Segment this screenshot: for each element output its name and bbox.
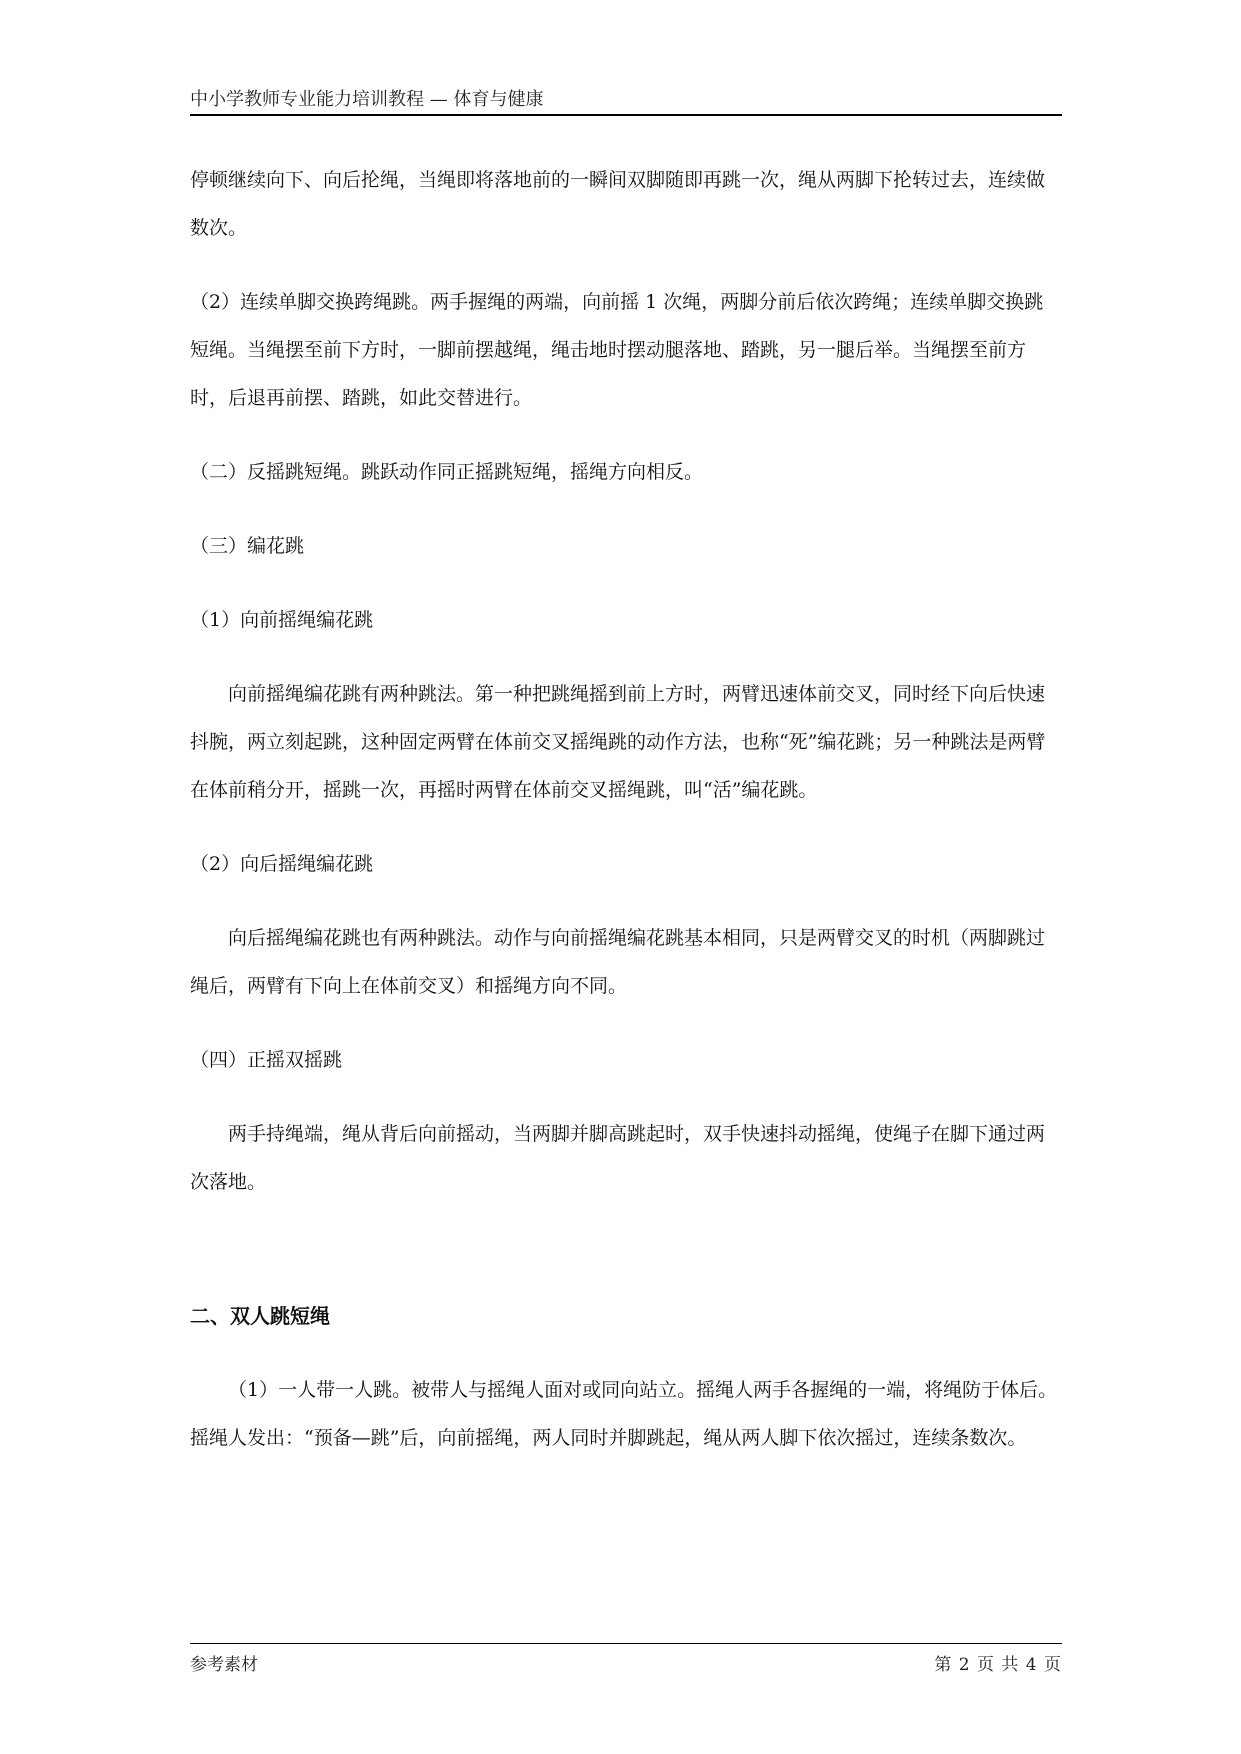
paragraph: 停顿继续向下、向后抡绳，当绳即将落地前的一瞬间双脚随即再跳一次，绳从两脚下抡转过去，连续做数次。: [190, 169, 1046, 239]
section-heading: （三）编花跳: [190, 535, 305, 557]
paragraph: （1）一人带一人跳。被带人与摇绳人面对或同向站立。摇绳人两手各握绳的一端，将绳防于体后。摇绳人发出：“预备—跳”后，向前摇绳，两人同时并脚跳起，绳从两人脚下依次摇过，连续条数次。: [190, 1379, 1058, 1449]
header-title: 中小学教师专业能力培训教程 — 体育与健康: [190, 89, 544, 110]
paragraph: （2）连续单脚交换跨绳跳。两手握绳的两端，向前摇 1 次绳，两脚分前后依次跨绳；连续单脚交换跳短绳。当绳摆至前下方时，一脚前摆越绳，绳击地时摆动腿落地、踏跳，另一腿后举。当绳摆至前方时，后退再前摆、踏跳，如此交替进行。: [190, 291, 1044, 409]
paragraph: （二）反摇跳短绳。跳跃动作同正摇跳短绳，摇绳方向相反。: [190, 461, 704, 483]
paragraph: 两手持绳端，绳从背后向前摇动，当两脚并脚高跳起时，双手快速抖动摇绳，使绳子在脚下通过两次落地。: [190, 1123, 1046, 1193]
paragraph: 向前摇绳编花跳有两种跳法。第一种把跳绳摇到前上方时，两臂迅速体前交叉，同时经下向后快速抖腕，两立刻起跳，这种固定两臂在体前交叉摇绳跳的动作方法，也称“死”编花跳；另一种跳法是两臂在体前稍分开，摇跳一次，再摇时两臂在体前交叉摇绳跳，叫“活”编花跳。: [190, 683, 1046, 801]
subsection-heading: （2）向后摇绳编花跳: [190, 853, 374, 875]
paragraph: 向后摇绳编花跳也有两种跳法。动作与向前摇绳编花跳基本相同，只是两臂交叉的时机（两脚跳过绳后，两臂有下向上在体前交叉）和摇绳方向不同。: [190, 927, 1046, 997]
subsection-heading: （1）向前摇绳编花跳: [190, 609, 374, 631]
section-heading: （四）正摇双摇跳: [190, 1049, 343, 1071]
page-body: [190, 156, 1062, 1488]
page-number: 第 2 页 共 4 页: [934, 1655, 1062, 1675]
footer-rule: [190, 1643, 1062, 1644]
footer-left: 参考素材: [190, 1655, 258, 1675]
chapter-heading: 二、双人跳短绳: [190, 1304, 330, 1328]
page-header: [190, 86, 1062, 116]
spacer: [190, 1232, 1062, 1292]
page-footer: [190, 1650, 1062, 1675]
